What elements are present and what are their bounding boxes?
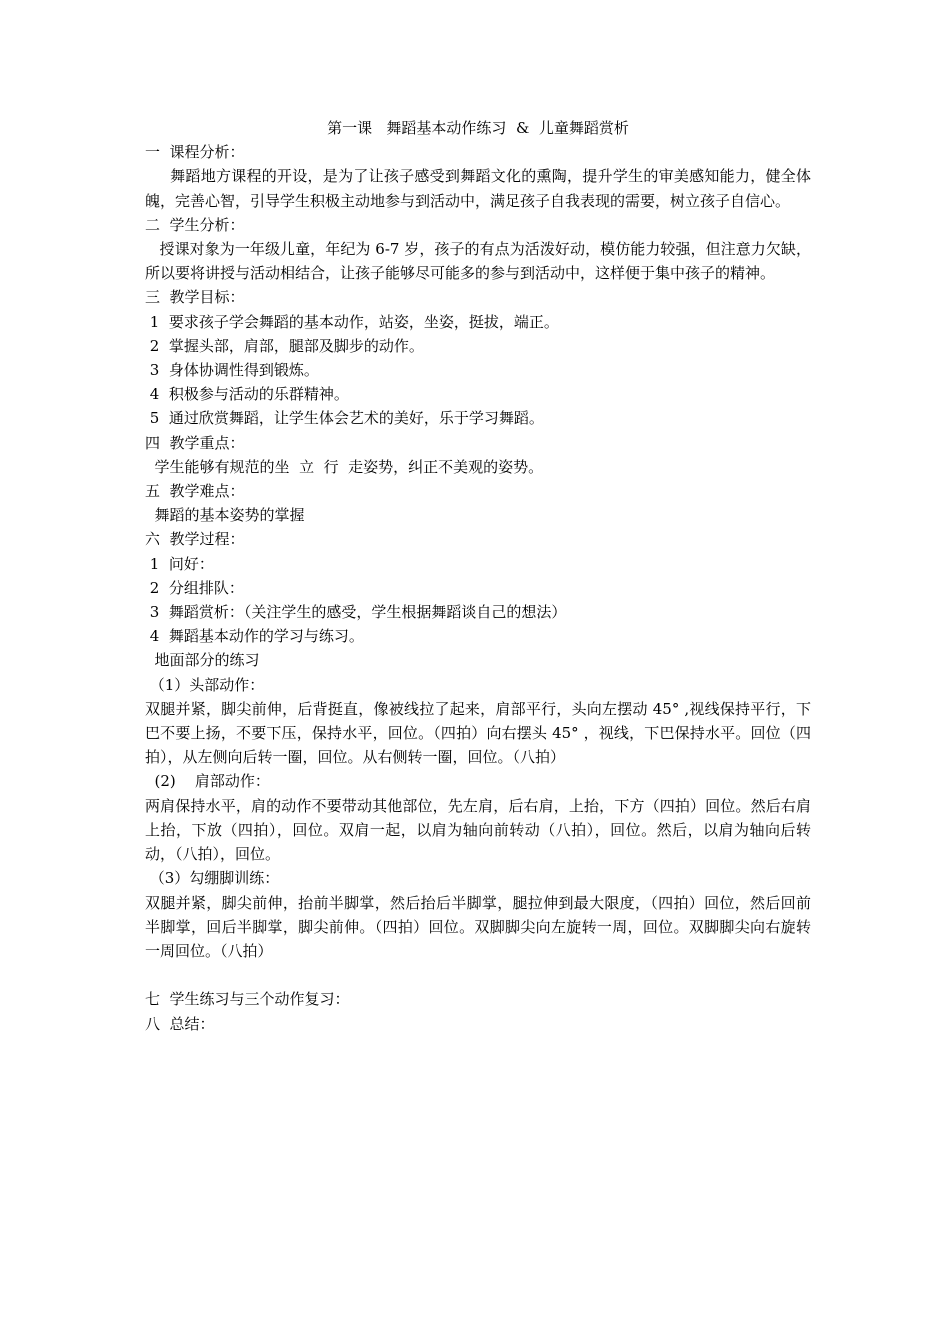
shoulder-movement-heading: (2) 肩部动作： (145, 772, 270, 791)
teaching-goal-item: 1 要求孩子学会舞蹈的基本动作，站姿，坐姿，挺拔，端正。 (145, 312, 559, 331)
head-movement-text: 双腿并紧，脚尖前伸，后背挺直，像被线拉了起来，肩部平行，头向左摆动 45° ,视线保持平行，下巴不要上扬，不要下压，保持水平，回位。（四拍）向右摆头 45° ，视线，下巴保持水平。回位（四拍），从左侧向后转一圈，回位。从右侧转一圈，回位。（八拍） (145, 699, 811, 767)
section-heading-course-analysis: 一 课程分析： (145, 143, 245, 162)
course-analysis-text: 舞蹈地方课程的开设，是为了让孩子感受到舞蹈文化的熏陶，提升学生的审美感知能力，健全体魄，完善心智，引导学生积极主动地参与到活动中，满足孩子自我表现的需要，树立孩子自信心。 (145, 167, 811, 210)
document-title: 第一课 舞蹈基本动作练习 & 儿童舞蹈赏析 (327, 119, 629, 137)
difficulties-text: 舞蹈的基本姿势的掌握 (145, 506, 305, 525)
section-heading-summary: 八 总结： (145, 1014, 215, 1033)
teaching-goal-item: 2 掌握头部，肩部，腿部及脚步的动作。 (145, 336, 424, 355)
teaching-goal-item: 3 身体协调性得到锻炼。 (145, 361, 319, 380)
teaching-step: 2 分组排队： (145, 578, 244, 597)
document-page (145, 116, 811, 1036)
teaching-goal-item: 5 通过欣赏舞蹈，让学生体会艺术的美好，乐于学习舞蹈。 (145, 409, 544, 428)
section-heading-key-points: 四 教学重点： (145, 433, 245, 452)
foot-training-text: 双腿并紧，脚尖前伸，抬前半脚掌，然后抬后半脚掌，腿拉伸到最大限度，（四拍）回位，然后回前半脚掌，回后半脚掌，脚尖前伸。（四拍）回位。双脚脚尖向左旋转一周，回位。双脚脚尖向右旋转一周回位。（八拍） (145, 893, 811, 960)
student-analysis-text: 授课对象为一年级儿童，年纪为 6-7 岁，孩子的有点为活泼好动，模仿能力较强，但注意力欠缺，所以要将讲授与活动相结合，让孩子能够尽可能多的参与到活动中，这样便于集中孩子的精神。 (145, 240, 811, 283)
teaching-step: 3 舞蹈赏析：（关注学生的感受，学生根据舞蹈谈自己的想法） (145, 603, 567, 622)
section-heading-practice-review: 七 学生练习与三个动作复习： (145, 990, 350, 1009)
key-points-text: 学生能够有规范的坐 立 行 走姿势，纠正不美观的姿势。 (145, 457, 544, 476)
teaching-step: 地面部分的练习 (145, 651, 260, 670)
teaching-step: 1 问好： (145, 554, 214, 573)
section-heading-student-analysis: 二 学生分析： (145, 215, 245, 234)
head-movement-heading: （1）头部动作： (145, 675, 265, 694)
section-heading-difficulties: 五 教学难点： (145, 482, 245, 501)
blank-line (145, 963, 811, 987)
section-heading-teaching-process: 六 教学过程： (145, 530, 245, 549)
shoulder-movement-text: 两肩保持水平，肩的动作不要带动其他部位，先左肩，后右肩，上抬，下方（四拍）回位。然后右肩上抬，下放（四拍），回位。双肩一起，以肩为轴向前转动（八拍），回位。然后，以肩为轴向后转动，（八拍），回位。 (145, 796, 811, 864)
section-heading-teaching-goals: 三 教学目标： (145, 288, 245, 307)
teaching-goal-item: 4 积极参与活动的乐群精神。 (145, 385, 349, 404)
foot-training-heading: （3）勾绷脚训练： (145, 869, 280, 888)
teaching-step: 4 舞蹈基本动作的学习与练习。 (145, 627, 364, 646)
